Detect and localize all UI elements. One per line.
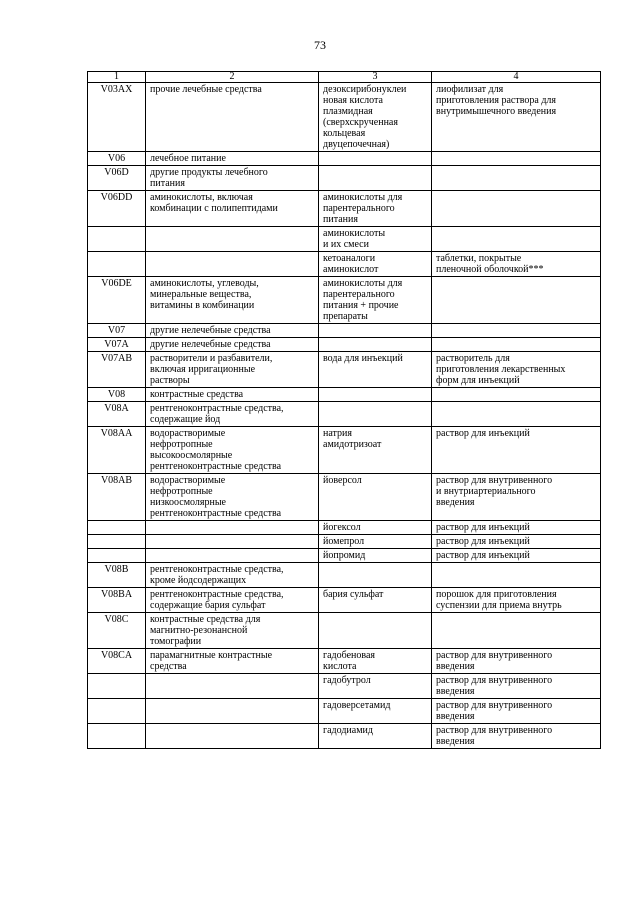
table-row [88, 388, 601, 402]
table-row [88, 191, 601, 227]
atc-code-cell [88, 252, 146, 277]
table-row [88, 252, 601, 277]
table-row [88, 674, 601, 699]
table-row [88, 227, 601, 252]
atc-code-cell: V08B [88, 563, 146, 588]
drug-name-cell: гадобеновая кислота [319, 649, 432, 674]
group-name-cell: контрастные средства для магнитно-резонансной томографии [146, 613, 319, 649]
dosage-form-cell: раствор для инъекций [432, 535, 601, 549]
atc-code-cell: V08C [88, 613, 146, 649]
drug-name-cell: гадодиамид [319, 724, 432, 749]
table-row [88, 152, 601, 166]
table-row [88, 649, 601, 674]
group-name-cell: другие нелечебные средства [146, 324, 319, 338]
dosage-form-cell: раствор для инъекций [432, 549, 601, 563]
dosage-form-cell [432, 166, 601, 191]
column-header-2: 2 [146, 72, 319, 83]
dosage-form-cell [432, 227, 601, 252]
atc-code-cell: V08CA [88, 649, 146, 674]
group-name-cell [146, 521, 319, 535]
atc-code-cell [88, 674, 146, 699]
drug-name-cell: аминокислоты для парентерального питания + прочие препараты [319, 277, 432, 324]
dosage-form-cell: раствор для внутривенного введения [432, 724, 601, 749]
drug-name-cell [319, 338, 432, 352]
atc-code-cell: V07AB [88, 352, 146, 388]
dosage-form-cell: раствор для внутривенного введения [432, 649, 601, 674]
table-header-row [88, 72, 601, 83]
group-name-cell: рентгеноконтрастные средства, содержащие йод [146, 402, 319, 427]
group-name-cell [146, 724, 319, 749]
page-number: 73 [314, 38, 326, 52]
table-row [88, 724, 601, 749]
atc-code-cell [88, 521, 146, 535]
table-row [88, 166, 601, 191]
drug-name-cell: йоверсол [319, 474, 432, 521]
drug-name-cell: йопромид [319, 549, 432, 563]
atc-code-cell: V08AA [88, 427, 146, 474]
dosage-form-cell [432, 277, 601, 324]
atc-code-cell: V08A [88, 402, 146, 427]
drug-name-cell [319, 388, 432, 402]
table-row [88, 699, 601, 724]
atc-code-cell [88, 699, 146, 724]
table-row [88, 402, 601, 427]
table-row [88, 563, 601, 588]
group-name-cell: парамагнитные контрастные средства [146, 649, 319, 674]
drug-name-cell: кетоаналоги аминокислот [319, 252, 432, 277]
drug-name-cell [319, 563, 432, 588]
group-name-cell: растворители и разбавители, включая ирригационные растворы [146, 352, 319, 388]
dosage-form-cell: раствор для внутривенного и внутриартериального введения [432, 474, 601, 521]
atc-code-cell: V08BA [88, 588, 146, 613]
drug-name-cell: аминокислоты и их смеси [319, 227, 432, 252]
group-name-cell: другие нелечебные средства [146, 338, 319, 352]
drug-classification-table [87, 71, 601, 749]
dosage-form-cell: таблетки, покрытые пленочной оболочкой*** [432, 252, 601, 277]
table-row [88, 324, 601, 338]
group-name-cell [146, 699, 319, 724]
drug-name-cell [319, 324, 432, 338]
atc-code-cell: V08 [88, 388, 146, 402]
drug-name-cell: дезоксирибонуклеи новая кислота плазмидная (сверхскрученная кольцевая двуцепочечная) [319, 83, 432, 152]
table-row [88, 474, 601, 521]
dosage-form-cell: лиофилизат для приготовления раствора для внутримышечного введения [432, 83, 601, 152]
drug-name-cell: гадоверсетамид [319, 699, 432, 724]
table-row [88, 83, 601, 152]
table-row [88, 549, 601, 563]
dosage-form-cell: порошок для приготовления суспензии для приема внутрь [432, 588, 601, 613]
dosage-form-cell: раствор для внутривенного введения [432, 699, 601, 724]
group-name-cell: лечебное питание [146, 152, 319, 166]
atc-code-cell [88, 724, 146, 749]
dosage-form-cell [432, 388, 601, 402]
table-row [88, 338, 601, 352]
table-row [88, 613, 601, 649]
drug-name-cell: бария сульфат [319, 588, 432, 613]
atc-code-cell: V06DD [88, 191, 146, 227]
group-name-cell [146, 227, 319, 252]
atc-code-cell: V07 [88, 324, 146, 338]
dosage-form-cell [432, 613, 601, 649]
table-row [88, 521, 601, 535]
atc-code-cell: V03AX [88, 83, 146, 152]
group-name-cell: контрастные средства [146, 388, 319, 402]
group-name-cell [146, 252, 319, 277]
dosage-form-cell [432, 191, 601, 227]
table-row [88, 535, 601, 549]
atc-code-cell: V07A [88, 338, 146, 352]
group-name-cell [146, 549, 319, 563]
group-name-cell: рентгеноконтрастные средства, содержащие бария сульфат [146, 588, 319, 613]
atc-code-cell [88, 549, 146, 563]
drug-name-cell [319, 166, 432, 191]
table-row [88, 277, 601, 324]
group-name-cell: прочие лечебные средства [146, 83, 319, 152]
dosage-form-cell: раствор для внутривенного введения [432, 674, 601, 699]
drug-name-cell [319, 152, 432, 166]
dosage-form-cell [432, 152, 601, 166]
dosage-form-cell [432, 563, 601, 588]
dosage-form-cell [432, 324, 601, 338]
group-name-cell: водорастворимые нефротропные высокоосмолярные рентгеноконтрастные средства [146, 427, 319, 474]
atc-code-cell: V08AB [88, 474, 146, 521]
table-row [88, 352, 601, 388]
column-header-4: 4 [432, 72, 601, 83]
table-body [88, 83, 601, 749]
atc-code-cell: V06DE [88, 277, 146, 324]
dosage-form-cell [432, 402, 601, 427]
column-header-1: 1 [88, 72, 146, 83]
group-name-cell: рентгеноконтрастные средства, кроме йодсодержащих [146, 563, 319, 588]
group-name-cell [146, 674, 319, 699]
atc-code-cell [88, 535, 146, 549]
dosage-form-cell: раствор для инъекций [432, 521, 601, 535]
group-name-cell: аминокислоты, включая комбинации с полипептидами [146, 191, 319, 227]
group-name-cell: аминокислоты, углеводы, минеральные вещества, витамины в комбинации [146, 277, 319, 324]
column-header-3: 3 [319, 72, 432, 83]
group-name-cell [146, 535, 319, 549]
dosage-form-cell [432, 338, 601, 352]
group-name-cell: другие продукты лечебного питания [146, 166, 319, 191]
dosage-form-cell: растворитель для приготовления лекарственных форм для инъекций [432, 352, 601, 388]
atc-code-cell: V06D [88, 166, 146, 191]
atc-code-cell [88, 227, 146, 252]
drug-name-cell: аминокислоты для парентерального питания [319, 191, 432, 227]
drug-name-cell [319, 613, 432, 649]
atc-code-cell: V06 [88, 152, 146, 166]
group-name-cell: водорастворимые нефротропные низкоосмолярные рентгеноконтрастные средства [146, 474, 319, 521]
drug-name-cell: йогексол [319, 521, 432, 535]
drug-name-cell: вода для инъекций [319, 352, 432, 388]
drug-name-cell: гадобутрол [319, 674, 432, 699]
table-row [88, 427, 601, 474]
table-row [88, 588, 601, 613]
drug-name-cell [319, 402, 432, 427]
drug-name-cell: натрия амидотризоат [319, 427, 432, 474]
drug-name-cell: йомепрол [319, 535, 432, 549]
dosage-form-cell: раствор для инъекций [432, 427, 601, 474]
